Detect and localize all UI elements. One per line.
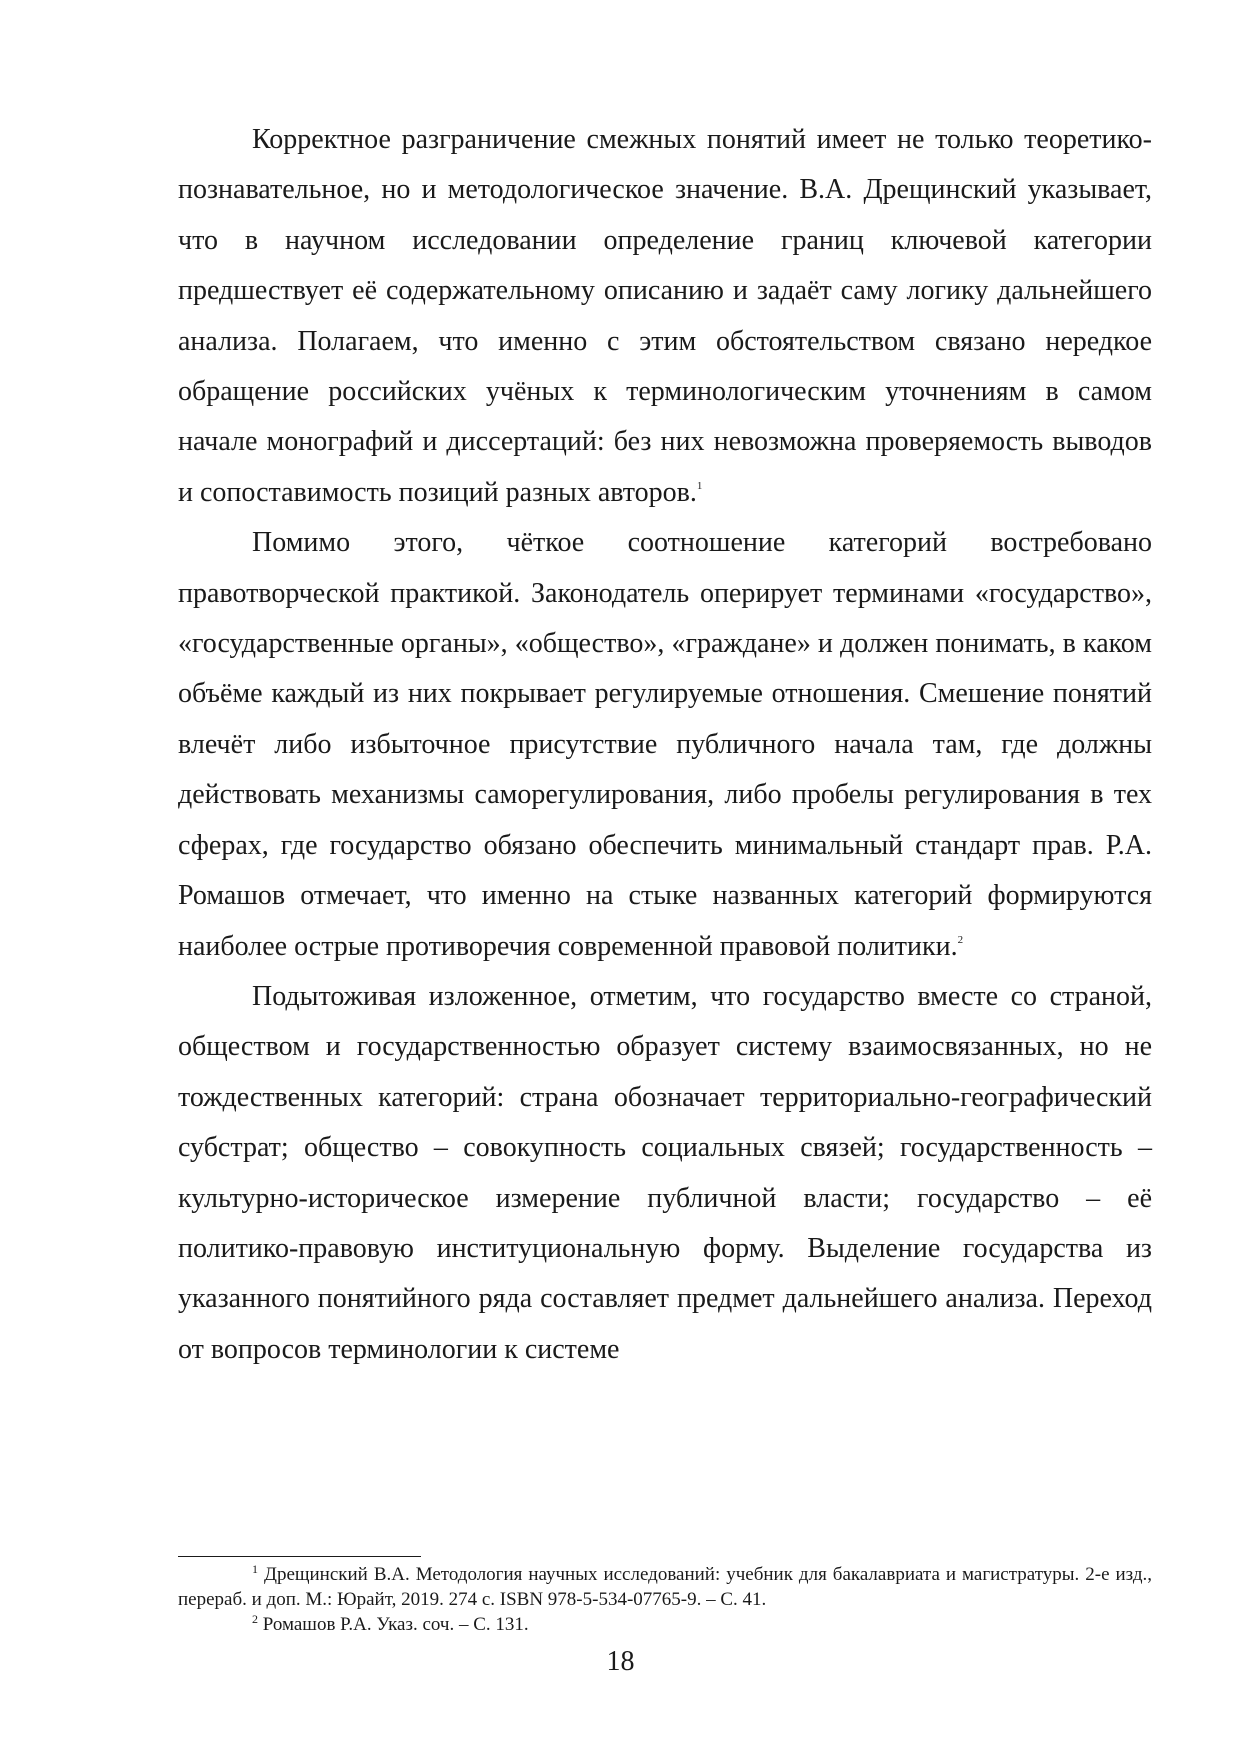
footnote-text: Ромашов Р.А. Указ. соч. – С. 131. bbox=[262, 1614, 529, 1635]
paragraph bbox=[178, 115, 1152, 518]
footnote-separator bbox=[178, 1556, 421, 1557]
footnote-text: Дрещинский В.А. Методология научных исследований: учебник для бакалавриата и магистратуры. 2-е изд., перераб. и доп. М.: Юрайт, 2019. 274 с. ISBN 978-5-534-07765-9. – С. 41. bbox=[178, 1564, 1152, 1610]
footnote-number: 1 bbox=[252, 1562, 258, 1576]
page-number: 18 bbox=[606, 1646, 635, 1677]
paragraph-text: Помимо этого, чёткое соотношение категорий востребовано правотворческой практикой. Законодатель оперирует терминами «государство», «государственные органы», «общество», «граждане» и должен понимать, в каком объёме каждый из них покрывает регулируемые отношения. Смешение понятий влечёт либо избыточное присутствие публичного начала там, где должны действовать механизмы саморегулирования, либо пробелы регулирования в тех сферах, где государство обязано обеспечить минимальный стандарт прав. Р.А. Ромашов отмечает, что именно на стыке названных категорий формируются наиболее острые противоречия современной правовой политики. bbox=[178, 527, 1152, 962]
paragraph-text: Корректное разграничение смежных понятий имеет не только теоретико-познавательное, но и методологическое значение. В.А. Дрещинский указывает, что в научном исследовании определение границ ключевой категории предшествует её содержательному описанию и задаёт саму логику дальнейшего анализа. Полагаем, что именно с этим обстоятельством связано нередкое обращение российских учёных к терминологическим уточнениям в самом начале монографий и диссертаций: без них невозможна проверяемость выводов и сопоставимость позиций разных авторов. bbox=[178, 124, 1152, 508]
footnote bbox=[178, 1612, 1152, 1637]
paragraph bbox=[178, 518, 1152, 972]
footnote-reference: 2 bbox=[957, 933, 964, 946]
footnote-reference: 1 bbox=[696, 479, 703, 492]
body-text bbox=[178, 115, 1152, 1375]
footnote-number: 2 bbox=[252, 1612, 258, 1626]
footnotes bbox=[178, 1562, 1152, 1637]
paragraph-text: Подытоживая изложенное, отметим, что государство вместе со страной, обществом и государственностью образует систему взаимосвязанных, но не тождественных категорий: страна обозначает территориально-географический субстрат; общество – совокупность социальных связей; государственность – культурно-историческое измерение публичной власти; государство – её политико-правовую институциональную форму. Выделение государства из указанного понятийного ряда составляет предмет дальнейшего анализа. Переход от вопросов терминологии к системе bbox=[178, 980, 1152, 1365]
paragraph bbox=[178, 972, 1152, 1375]
footnote bbox=[178, 1562, 1152, 1612]
